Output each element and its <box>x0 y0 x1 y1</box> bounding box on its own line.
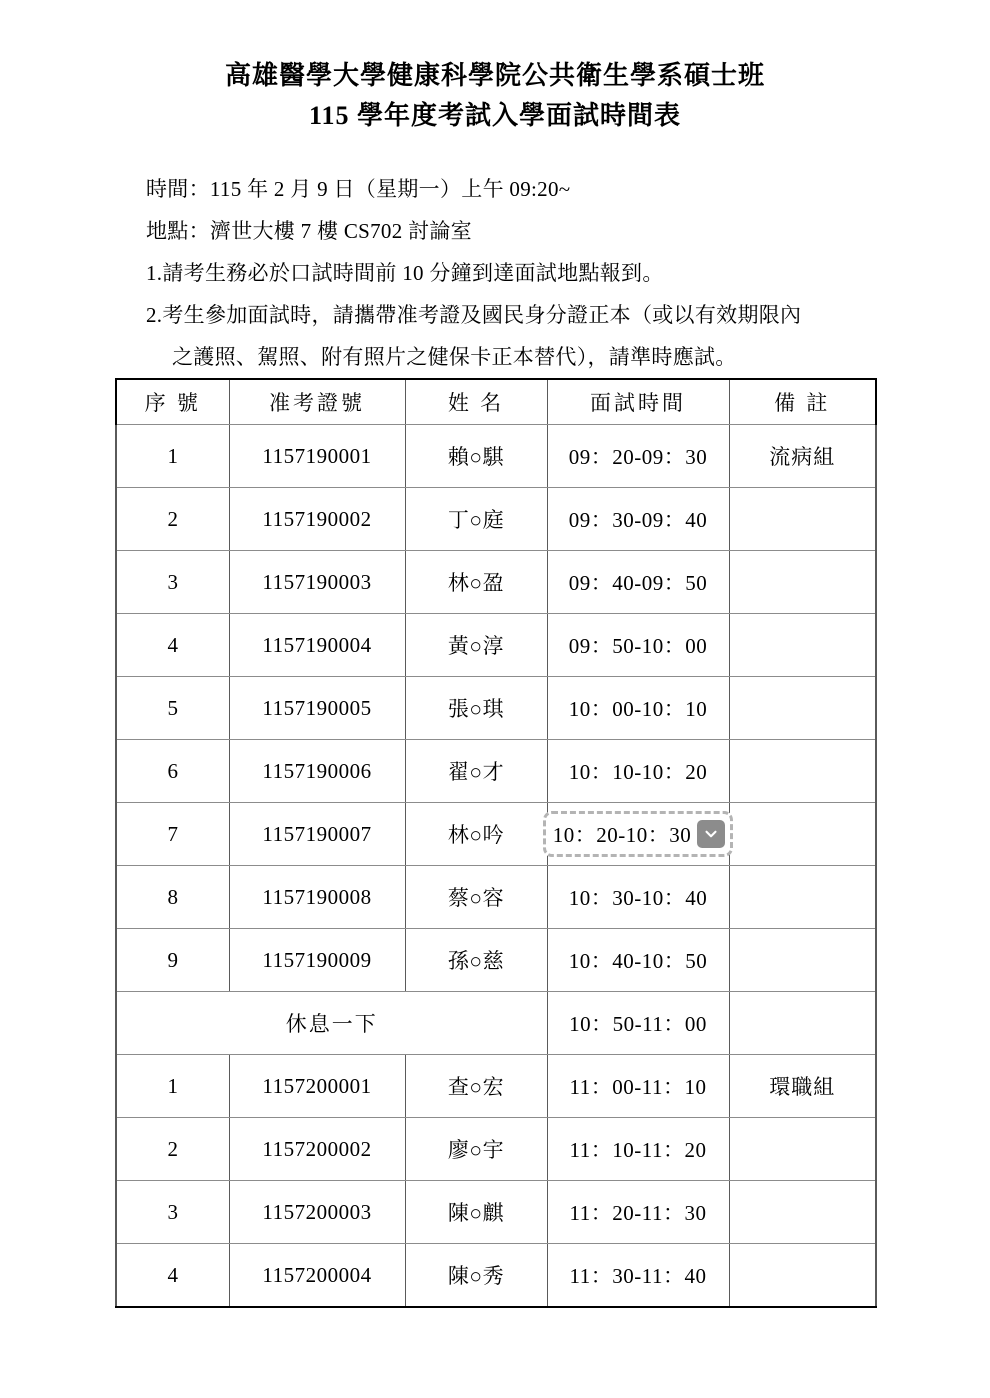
intro-note-1: 1.請考生務必於口試時間前 10 分鐘到達面試地點報到。 <box>146 261 664 285</box>
cell-seq-no: 3 <box>116 551 229 614</box>
table-row <box>116 1055 876 1118</box>
cell-seq-no: 1 <box>116 1055 229 1118</box>
cell-note <box>729 551 876 614</box>
cell-note <box>729 740 876 803</box>
intro-line-time: 時間：115 年 2 月 9 日（星期一）上午 09:20~ <box>146 177 571 201</box>
cell-time: 09：30-09：40 <box>547 488 729 551</box>
cell-exam-id: 1157190008 <box>229 866 405 929</box>
cell-name: 林○盈 <box>405 551 547 614</box>
cell-time: 10：10-10：20 <box>547 740 729 803</box>
header-time: 面試時間 <box>547 379 729 425</box>
dropdown-selected-value: 10：20-10：30 <box>552 823 692 847</box>
cell-note <box>729 1244 876 1308</box>
cell-note <box>729 1118 876 1181</box>
intro-block <box>146 168 886 378</box>
cell-name: 張○琪 <box>405 677 547 740</box>
cell-exam-id: 1157190007 <box>229 803 405 866</box>
cell-exam-id: 1157190002 <box>229 488 405 551</box>
cell-time: 10：30-10：40 <box>547 866 729 929</box>
cell-note <box>729 866 876 929</box>
cell-name: 黃○淳 <box>405 614 547 677</box>
time-cell-wrapper <box>548 803 729 865</box>
cell-seq-no: 4 <box>116 1244 229 1308</box>
cell-name: 孫○慈 <box>405 929 547 992</box>
cell-seq-no: 4 <box>116 614 229 677</box>
cell-seq-no: 5 <box>116 677 229 740</box>
cell-note <box>729 929 876 992</box>
table-header-row <box>116 379 876 425</box>
interview-time-dropdown[interactable] <box>543 811 733 857</box>
cell-time: 11：20-11：30 <box>547 1181 729 1244</box>
table-row-selected <box>116 803 876 866</box>
chevron-down-icon[interactable] <box>697 820 725 848</box>
cell-time: 11：00-11：10 <box>547 1055 729 1118</box>
cell-exam-id: 1157190001 <box>229 425 405 488</box>
cell-exam-id: 1157190004 <box>229 614 405 677</box>
table-row <box>116 425 876 488</box>
cell-time: 09：40-09：50 <box>547 551 729 614</box>
table-row <box>116 1181 876 1244</box>
cell-seq-no: 2 <box>116 488 229 551</box>
cell-exam-id: 1157200003 <box>229 1181 405 1244</box>
break-note <box>729 992 876 1055</box>
cell-name: 賴○騏 <box>405 425 547 488</box>
cell-note <box>729 803 876 866</box>
cell-time-with-dropdown <box>547 803 729 866</box>
intro-note-2-cont: 之護照、駕照、附有照片之健保卡正本替代），請準時應試。 <box>172 345 737 369</box>
cell-seq-no: 1 <box>116 425 229 488</box>
cell-exam-id: 1157200002 <box>229 1118 405 1181</box>
break-label: 休息一下 <box>116 992 547 1055</box>
table-row <box>116 1244 876 1308</box>
cell-name: 林○吟 <box>405 803 547 866</box>
cell-exam-id: 1157190006 <box>229 740 405 803</box>
table-row <box>116 614 876 677</box>
cell-exam-id: 1157190005 <box>229 677 405 740</box>
cell-seq-no: 8 <box>116 866 229 929</box>
table-row <box>116 1118 876 1181</box>
cell-name: 翟○才 <box>405 740 547 803</box>
cell-name: 查○宏 <box>405 1055 547 1118</box>
cell-time: 11：30-11：40 <box>547 1244 729 1308</box>
cell-seq-no: 7 <box>116 803 229 866</box>
cell-note: 環職組 <box>729 1055 876 1118</box>
document-title <box>0 56 990 136</box>
cell-name: 廖○宇 <box>405 1118 547 1181</box>
cell-exam-id: 1157200004 <box>229 1244 405 1308</box>
cell-name: 丁○庭 <box>405 488 547 551</box>
cell-name: 蔡○容 <box>405 866 547 929</box>
cell-exam-id: 1157190009 <box>229 929 405 992</box>
table-row <box>116 677 876 740</box>
cell-name: 陳○麒 <box>405 1181 547 1244</box>
break-row <box>116 992 876 1055</box>
table-row <box>116 866 876 929</box>
table-row <box>116 551 876 614</box>
cell-note <box>729 488 876 551</box>
table-row <box>116 929 876 992</box>
cell-time: 10：00-10：10 <box>547 677 729 740</box>
table-row <box>116 488 876 551</box>
cell-exam-id: 1157200001 <box>229 1055 405 1118</box>
title-line-1: 高雄醫學大學健康科學院公共衛生學系碩士班 <box>224 61 765 90</box>
header-exam-id: 准考證號 <box>229 379 405 425</box>
header-note: 備 註 <box>729 379 876 425</box>
interview-schedule-table <box>115 378 877 1308</box>
cell-note <box>729 614 876 677</box>
cell-time: 10：40-10：50 <box>547 929 729 992</box>
break-time: 10：50-11：00 <box>547 992 729 1055</box>
cell-time: 09：50-10：00 <box>547 614 729 677</box>
cell-note <box>729 1181 876 1244</box>
cell-seq-no: 9 <box>116 929 229 992</box>
cell-note: 流病組 <box>729 425 876 488</box>
table-row <box>116 740 876 803</box>
cell-name: 陳○秀 <box>405 1244 547 1308</box>
header-name: 姓 名 <box>405 379 547 425</box>
cell-note <box>729 677 876 740</box>
cell-exam-id: 1157190003 <box>229 551 405 614</box>
cell-seq-no: 3 <box>116 1181 229 1244</box>
cell-time: 09：20-09：30 <box>547 425 729 488</box>
cell-seq-no: 2 <box>116 1118 229 1181</box>
intro-note-2: 2.考生參加面試時，請攜帶准考證及國民身分證正本（或以有效期限內 <box>146 303 802 327</box>
cell-seq-no: 6 <box>116 740 229 803</box>
intro-line-location: 地點：濟世大樓 7 樓 CS702 討論室 <box>146 219 472 243</box>
title-line-2: 115 學年度考試入學面試時間表 <box>308 101 682 130</box>
cell-time: 11：10-11：20 <box>547 1118 729 1181</box>
header-seq-no: 序 號 <box>116 379 229 425</box>
